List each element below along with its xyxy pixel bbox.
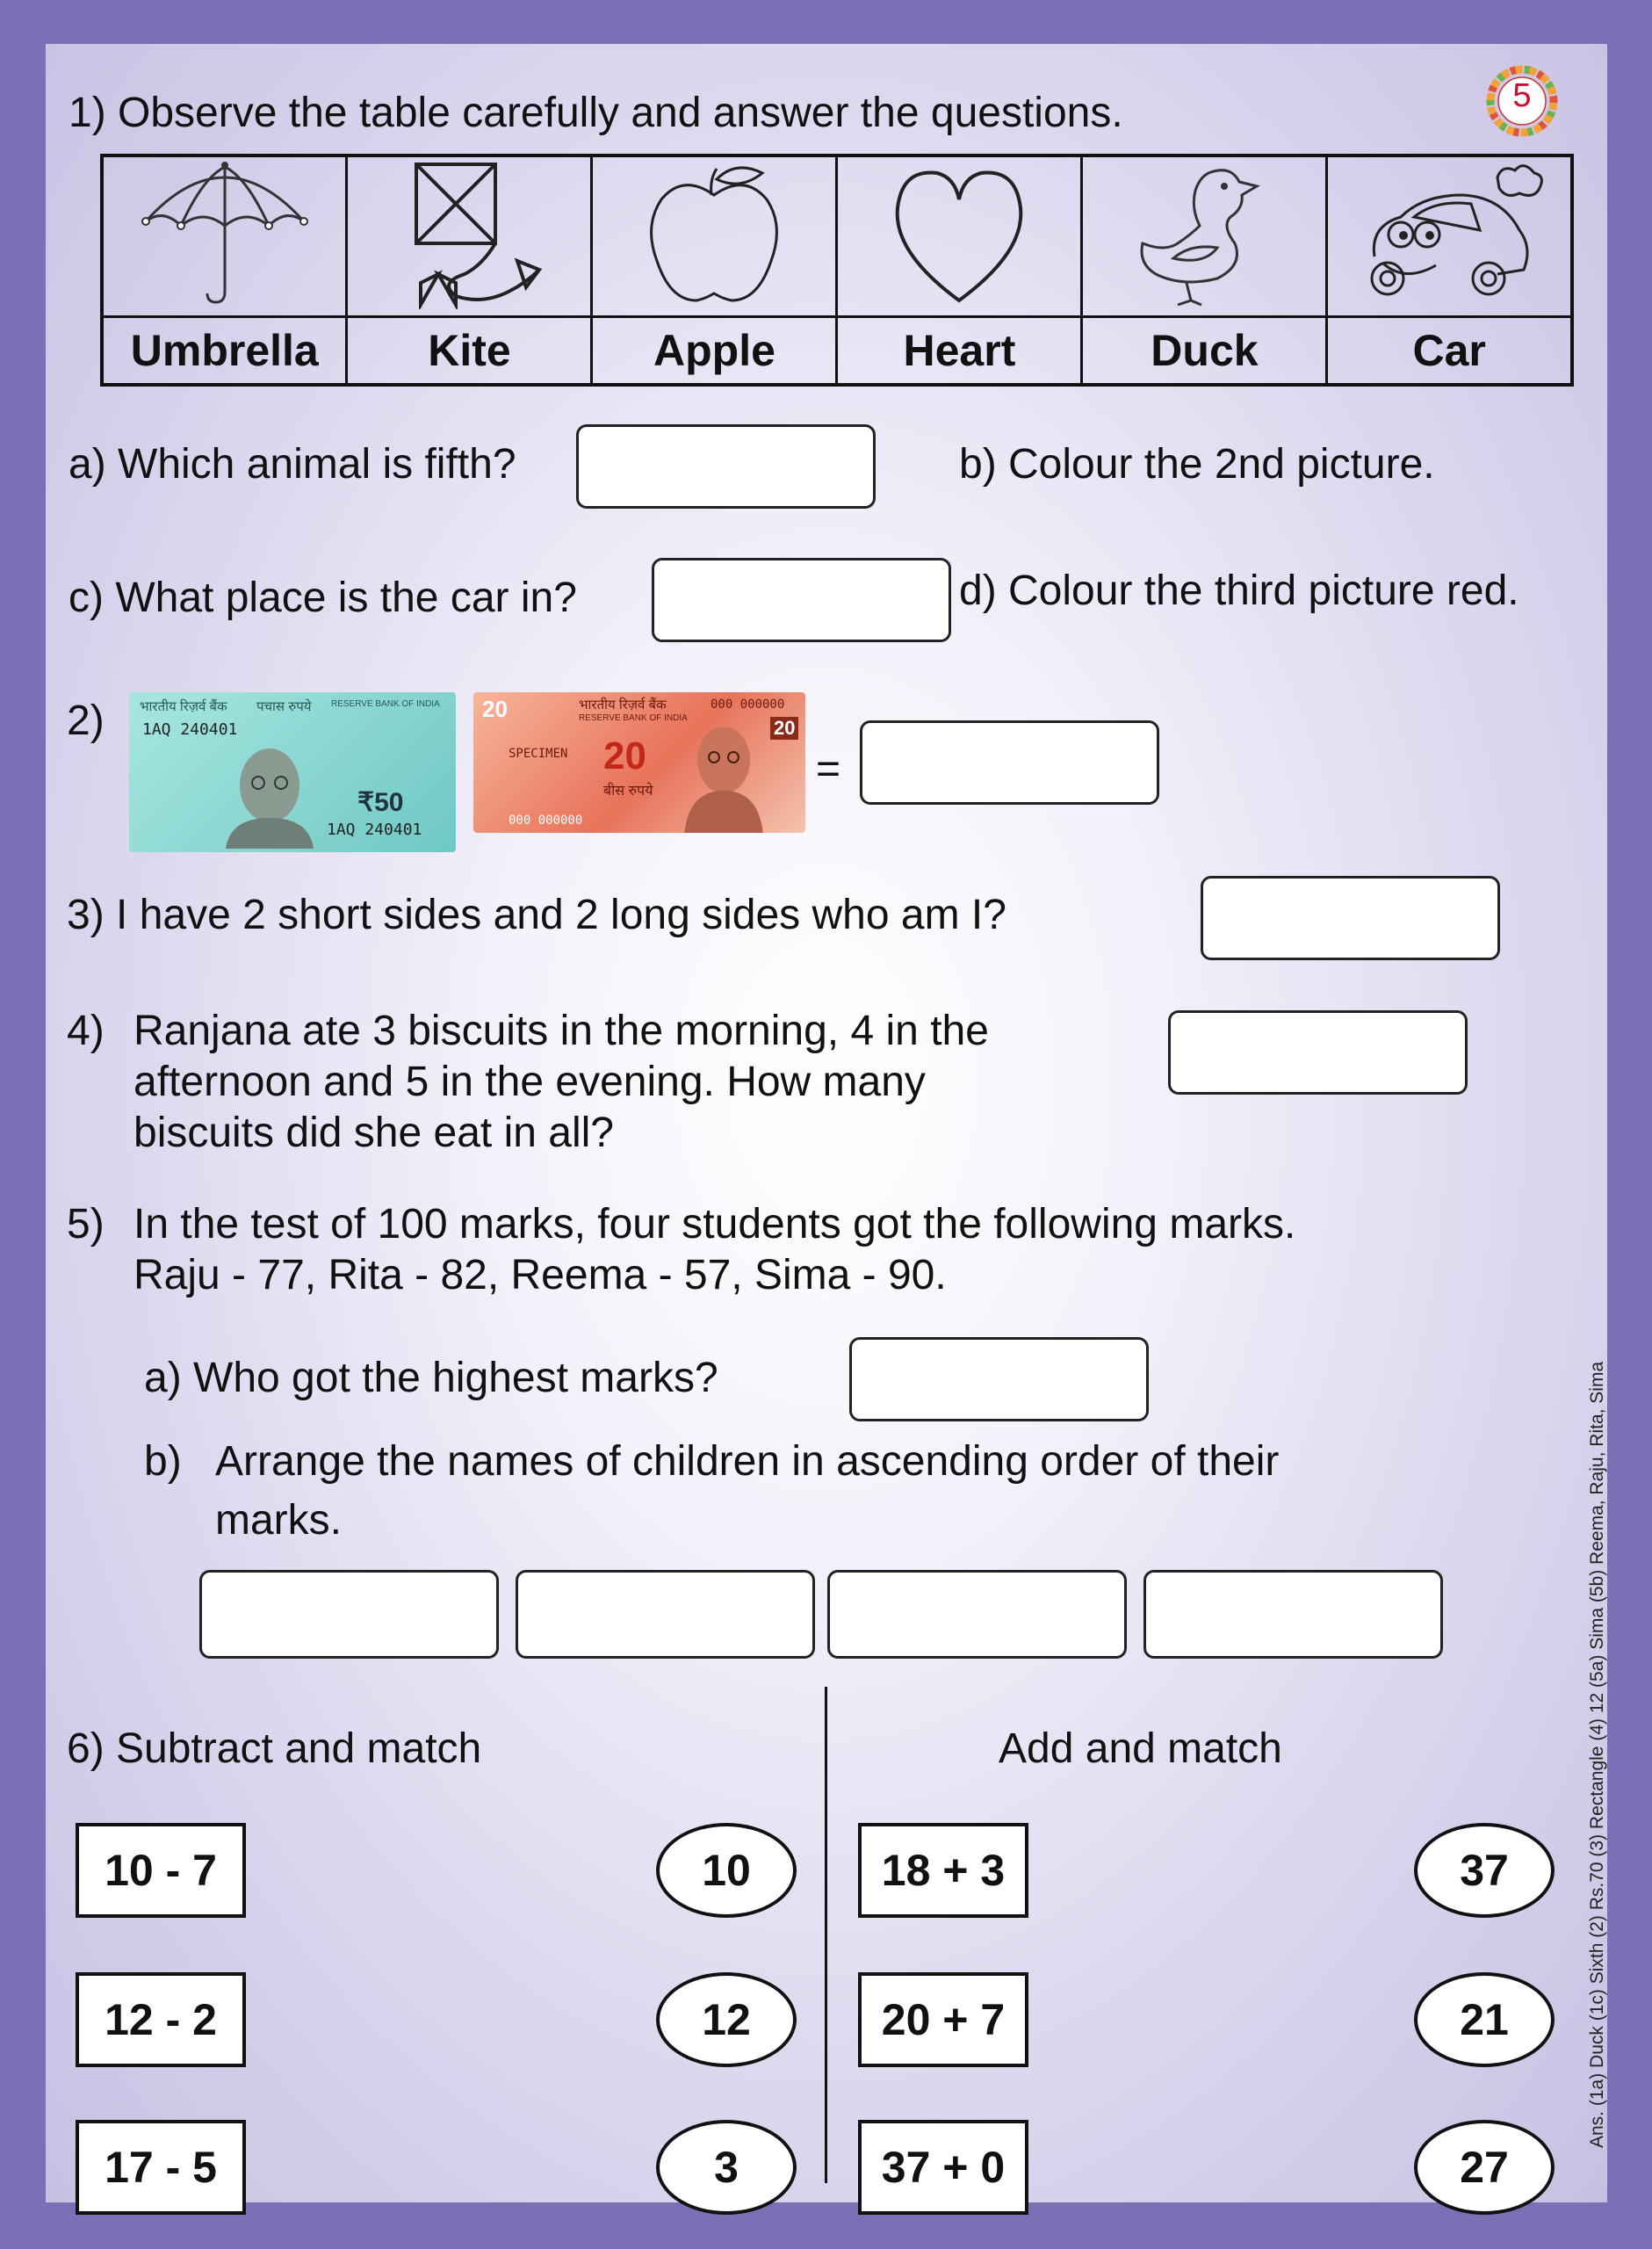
twenty-rupee-note <box>473 692 805 833</box>
q5b-line-1: Arrange the names of children in ascending order of their <box>215 1438 1280 1485</box>
kite-icon <box>368 160 570 309</box>
add-answer[interactable]: 21 <box>1414 1972 1555 2067</box>
note50-serial: 1AQ 240401 <box>142 720 238 739</box>
item-label: Apple <box>592 317 837 386</box>
item-label: Duck <box>1082 317 1327 386</box>
q1c-text: c) What place is the car in? <box>69 575 577 621</box>
q2-label: 2) <box>67 698 105 744</box>
note20-value: 20 <box>603 734 646 777</box>
note20-serial: 000 000000 <box>711 698 785 712</box>
q5-line-2: Raju - 77, Rita - 82, Reema - 57, Sima - 90. <box>133 1252 947 1298</box>
q5a-text: a) Who got the highest marks? <box>144 1355 718 1401</box>
item-label: Car <box>1327 317 1572 386</box>
add-expression: 20 + 7 <box>858 1972 1028 2067</box>
item-cell-umbrella <box>102 155 347 317</box>
q5-line-1: In the test of 100 marks, four students got the following marks. <box>133 1201 1296 1247</box>
q4-number: 4) <box>67 1008 105 1054</box>
q4-line-1: Ranjana ate 3 biscuits in the morning, 4 in the <box>133 1008 989 1054</box>
note50-rbi: RESERVE BANK OF INDIA <box>331 699 440 709</box>
add-expression: 37 + 0 <box>858 2120 1028 2215</box>
q3-answer-box[interactable] <box>1201 876 1500 960</box>
add-expression: 18 + 3 <box>858 1823 1028 1918</box>
item-label: Umbrella <box>102 317 347 386</box>
subtract-expression: 17 - 5 <box>76 2120 246 2215</box>
q4-line-3: biscuits did she eat in all? <box>133 1110 614 1156</box>
q5b-answer-box-4[interactable] <box>1143 1570 1443 1659</box>
note50-value: ₹50 <box>357 788 404 817</box>
q2-answer-box[interactable] <box>860 720 1159 805</box>
item-cell-car <box>1327 155 1572 317</box>
q1b-text: b) Colour the 2nd picture. <box>959 441 1435 488</box>
item-cell-kite <box>347 155 592 317</box>
page-number: 5 <box>1512 77 1532 114</box>
note20-bank: भारतीय रिज़र्व बैंक <box>579 698 667 712</box>
note20-hindi: बीस रुपये <box>603 784 653 799</box>
subtract-answer[interactable]: 12 <box>656 1972 797 2067</box>
note20-side-value: 20 <box>770 717 798 740</box>
q4-line-2: afternoon and 5 in the evening. How many <box>133 1059 926 1105</box>
note20-corner: 20 <box>482 696 508 722</box>
car-icon <box>1348 160 1550 309</box>
add-title: Add and match <box>999 1725 1282 1772</box>
note20-rbi: RESERVE BANK OF INDIA <box>579 713 688 723</box>
equals-sign: = <box>816 746 841 792</box>
item-cell-heart <box>837 155 1082 317</box>
q5b-answer-box-1[interactable] <box>199 1570 499 1659</box>
q1-instruction: 1) Observe the table carefully and answer the questions. <box>69 90 1123 136</box>
add-answer[interactable]: 37 <box>1414 1823 1555 1918</box>
q5b-answer-box-2[interactable] <box>516 1570 815 1659</box>
subtract-answer[interactable]: 10 <box>656 1823 797 1918</box>
q5a-answer-box[interactable] <box>849 1337 1149 1421</box>
subtract-expression: 10 - 7 <box>76 1823 246 1918</box>
heart-icon <box>858 160 1060 309</box>
q1c-answer-box[interactable] <box>652 558 951 642</box>
portrait-icon <box>675 712 772 833</box>
q1a-answer-box[interactable] <box>576 424 876 509</box>
q1d-text: d) Colour the third picture red. <box>959 568 1519 614</box>
note50-bank: भारतीय रिज़र्व बैंक <box>140 699 227 714</box>
q3-text: 3) I have 2 short sides and 2 long sides who am I? <box>67 892 1006 938</box>
item-label: Kite <box>347 317 592 386</box>
q4-answer-box[interactable] <box>1168 1010 1468 1095</box>
items-table <box>100 154 1574 387</box>
q1a-text: a) Which animal is fifth? <box>69 441 516 488</box>
q5b-answer-box-3[interactable] <box>827 1570 1127 1659</box>
answers-note: Ans. (1a) Duck (1c) Sixth (2) Rs.70 (3) Rectangle (4) 12 (5a) Sima (5b) Reema, Raju, Rita, Sima <box>1587 1361 1607 2148</box>
portrait-icon <box>213 734 327 849</box>
divider-line <box>825 1687 827 2183</box>
apple-icon <box>613 160 815 309</box>
note50-serial-bottom: 1AQ 240401 <box>327 821 422 839</box>
note50-hindi: पचास रुपये <box>256 699 312 714</box>
subtract-expression: 12 - 2 <box>76 1972 246 2067</box>
umbrella-icon <box>124 160 326 309</box>
note20-serial-bottom: 000 000000 <box>509 814 583 828</box>
worksheet <box>46 44 1607 2202</box>
fifty-rupee-note <box>129 692 456 852</box>
note20-specimen: SPECIMEN <box>509 747 568 761</box>
item-label: Heart <box>837 317 1082 386</box>
q5-number: 5) <box>67 1201 105 1247</box>
add-answer[interactable]: 27 <box>1414 2120 1555 2215</box>
item-cell-duck <box>1082 155 1327 317</box>
page-number-badge <box>1484 63 1560 139</box>
q5b-number: b) <box>144 1438 182 1485</box>
subtract-title: 6) Subtract and match <box>67 1725 482 1772</box>
duck-icon <box>1103 160 1305 309</box>
item-cell-apple <box>592 155 837 317</box>
q5b-line-2: marks. <box>215 1497 342 1544</box>
subtract-answer[interactable]: 3 <box>656 2120 797 2215</box>
